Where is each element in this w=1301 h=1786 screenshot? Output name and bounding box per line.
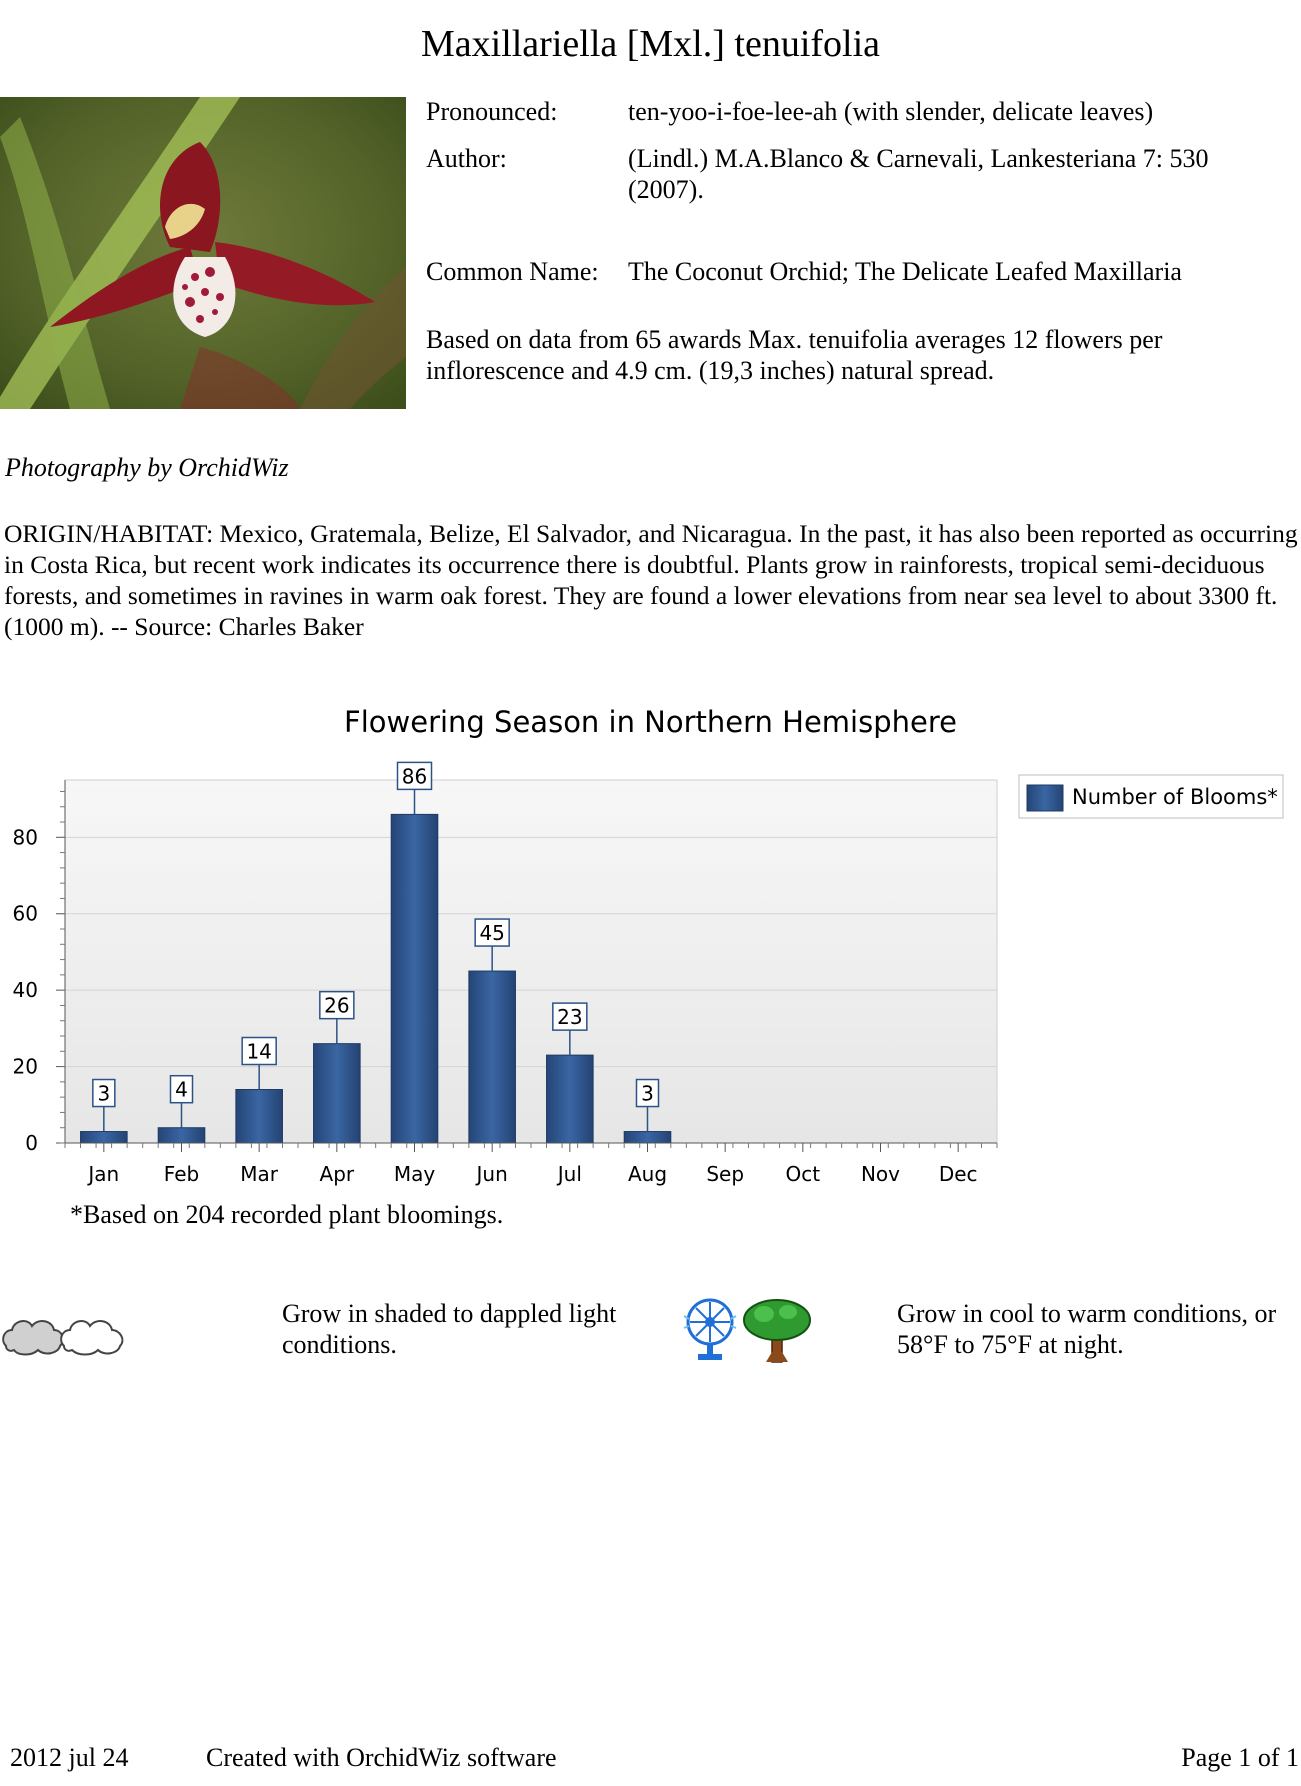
footer-created-with: Created with OrchidWiz software (206, 1743, 557, 1772)
page-title: Maxillariella [Mxl.] tenuifolia (420, 23, 881, 65)
pronounced-value: ten-yoo-i-foe-lee-ah (with slender, delicate leaves) (628, 97, 1154, 126)
bar (81, 1132, 128, 1143)
y-tick-label: 20 (12, 1054, 38, 1079)
x-tick-label: Oct (785, 1162, 821, 1186)
footer-page-number: Page 1 of 1 (1181, 1743, 1299, 1772)
data-label: 45 (479, 921, 505, 946)
x-tick-label: Dec (938, 1162, 978, 1186)
y-tick-label: 0 (25, 1131, 38, 1155)
x-tick-label: Jun (476, 1162, 508, 1186)
author-label: Author: (426, 144, 507, 173)
tree-icon (742, 1296, 812, 1364)
legend-swatch (1027, 785, 1063, 811)
bar (624, 1132, 671, 1143)
data-label: 26 (324, 993, 350, 1018)
y-tick-label: 60 (12, 901, 38, 926)
x-tick-label: Jan (88, 1162, 120, 1186)
chart-title: Flowering Season in Northern Hemisphere (344, 705, 957, 739)
chart-footnote: *Based on 204 recorded plant bloomings. (70, 1200, 504, 1229)
origin-habitat: ORIGIN/HABITAT: Mexico, Gratemala, Belize, El Salvador, and Nicaragua. In the past, it has also been reported as occurring in Costa Rica, but recent work indicates its occurrence there is doubtful. Plants grow in rainforests, tropical semi-deciduous forests, and sometimes in ravines in warm oak forest. They are found a lower elevations from near sea level to about 3300 ft. (1000 m). -- Source: Charles Baker (4, 519, 1298, 641)
bar (547, 1055, 594, 1143)
temperature-conditions: Grow in cool to warm conditions, or 58°F to 75°F at night. (897, 1299, 1277, 1359)
plot-area (65, 780, 997, 1143)
data-label: 86 (401, 764, 428, 789)
footer-date: 2012 jul 24 (10, 1743, 129, 1772)
orchid-flower-illustration (0, 97, 406, 409)
common-name-label: Common Name: (426, 257, 599, 286)
orchid-photo (0, 97, 406, 409)
photo-credit: Photography by OrchidWiz (5, 453, 289, 482)
light-conditions: Grow in shaded to dappled light conditions. (282, 1299, 617, 1359)
bar (469, 971, 516, 1143)
bar (314, 1044, 361, 1143)
x-tick-label: Jul (557, 1162, 582, 1186)
awards-summary: Based on data from 65 awards Max. tenuifolia averages 12 flowers per inflorescence and 4.9 cm. (19,3 inches) natural spread. (426, 325, 1163, 385)
x-tick-label: Aug (627, 1162, 668, 1186)
x-tick-label: May (393, 1162, 436, 1186)
author-value: (Lindl.) M.A.Blanco & Carnevali, Lankesteriana 7: 530 (2007). (628, 144, 1209, 204)
x-tick-label: Mar (240, 1162, 279, 1186)
cloud-icon (0, 1310, 130, 1358)
bar (236, 1090, 283, 1143)
data-label: 23 (557, 1005, 583, 1030)
data-label: 3 (641, 1081, 654, 1106)
data-label: 4 (175, 1077, 188, 1102)
common-name-value: The Coconut Orchid; The Delicate Leafed Maxillaria (628, 257, 1182, 286)
pronounced-label: Pronounced: (426, 97, 558, 126)
y-tick-label: 80 (12, 825, 38, 850)
legend-label: Number of Blooms* (1072, 785, 1278, 809)
data-label: 14 (246, 1039, 272, 1064)
x-tick-label: Nov (860, 1162, 901, 1186)
y-tick-label: 40 (12, 978, 38, 1003)
fan-icon (682, 1296, 738, 1362)
bar (391, 814, 438, 1143)
legend (1019, 775, 1283, 818)
data-label: 3 (97, 1081, 111, 1106)
flowering-season-chart (0, 740, 1301, 1190)
x-tick-label: Feb (163, 1162, 200, 1186)
x-tick-label: Sep (706, 1162, 745, 1186)
bar (158, 1128, 205, 1143)
x-tick-label: Apr (319, 1162, 355, 1186)
